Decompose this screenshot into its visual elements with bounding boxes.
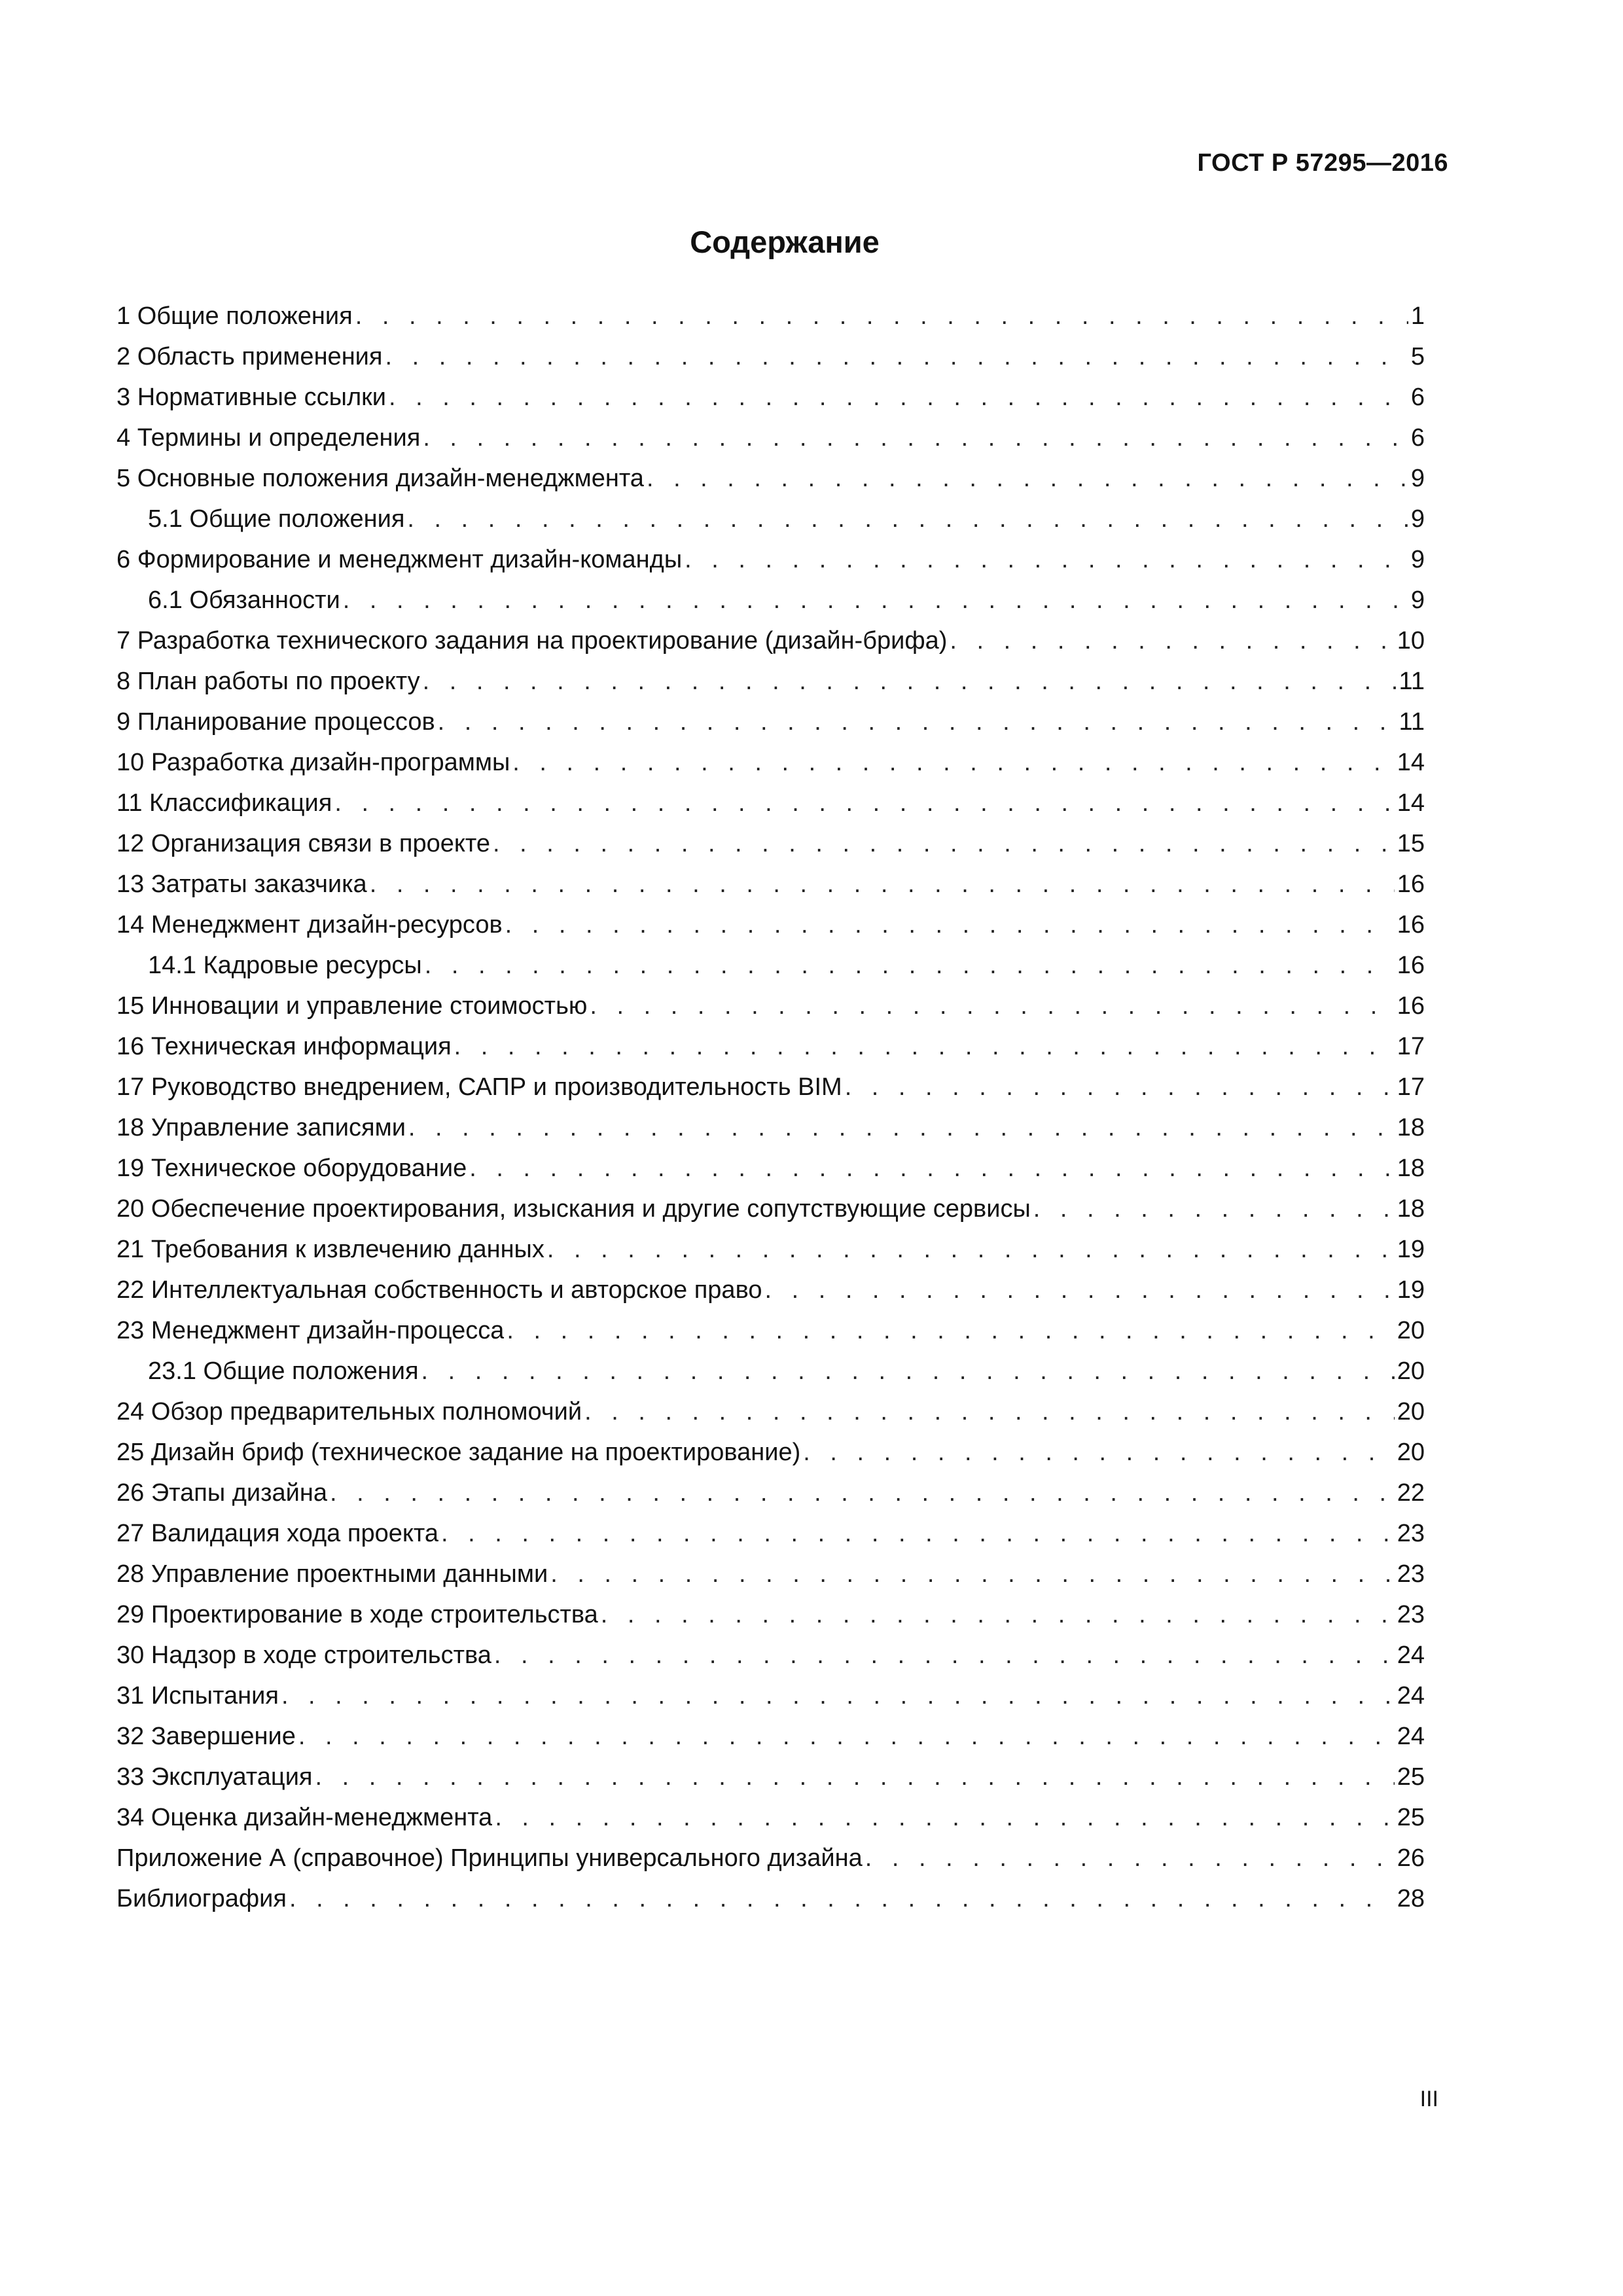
toc-entry[interactable] bbox=[116, 1148, 1425, 1189]
toc-entry-page: 23 bbox=[1397, 1601, 1425, 1628]
toc-entry-label: 1 Общие положения bbox=[116, 302, 353, 330]
toc-entry-page: 14 bbox=[1397, 789, 1425, 817]
toc-entry-page: 10 bbox=[1397, 627, 1425, 655]
toc-dot-leader bbox=[298, 1716, 1395, 1757]
toc-entry[interactable] bbox=[116, 418, 1425, 458]
toc-entry-label: 9 Планирование процессов bbox=[116, 708, 435, 736]
toc-dot-leader bbox=[505, 905, 1395, 945]
toc-entry[interactable] bbox=[116, 1797, 1425, 1838]
toc-dot-leader bbox=[950, 620, 1394, 661]
toc-entry-page: 6 bbox=[1410, 384, 1425, 411]
toc-title: Содержание bbox=[690, 224, 880, 259]
toc-entry-page: 6 bbox=[1410, 424, 1425, 452]
toc-entry-page: 1 bbox=[1410, 302, 1425, 330]
toc-dot-leader bbox=[865, 1838, 1395, 1878]
toc-entry[interactable] bbox=[116, 702, 1425, 742]
toc-entry-page: 9 bbox=[1410, 505, 1425, 533]
toc-entry-label: 5 Основные положения дизайн-менеджмента bbox=[116, 465, 644, 492]
toc-entry-label: 18 Управление записями bbox=[116, 1114, 406, 1141]
toc-entry-page: 24 bbox=[1397, 1723, 1425, 1750]
toc-dot-leader bbox=[584, 1391, 1395, 1432]
toc-entry[interactable] bbox=[116, 1107, 1425, 1148]
toc-entry-label: 20 Обеспечение проектирования, изыскания и другие сопутствующие сервисы bbox=[116, 1195, 1031, 1223]
toc-entry-label: 27 Валидация хода проекта bbox=[116, 1520, 439, 1547]
toc-dot-leader bbox=[469, 1148, 1394, 1189]
toc-entry[interactable] bbox=[116, 1432, 1425, 1473]
toc-dot-leader bbox=[495, 1797, 1394, 1838]
toc-entry-page: 24 bbox=[1397, 1682, 1425, 1710]
toc-entry[interactable] bbox=[116, 945, 1425, 986]
toc-entry[interactable] bbox=[116, 783, 1425, 823]
toc-entry-label: 7 Разработка технического задания на проектирование (дизайн-брифа) bbox=[116, 627, 948, 655]
toc-entry-label: 21 Требования к извлечению данных bbox=[116, 1236, 544, 1263]
toc-entry-label: 5.1 Общие положения bbox=[148, 505, 405, 533]
toc-entry-label: 12 Организация связи в проекте bbox=[116, 830, 491, 857]
toc-dot-leader bbox=[493, 823, 1395, 864]
toc-entry[interactable] bbox=[116, 1676, 1425, 1716]
toc-entry-page: 22 bbox=[1397, 1479, 1425, 1507]
toc-dot-leader bbox=[421, 1351, 1395, 1391]
toc-entry-page: 14 bbox=[1397, 749, 1425, 776]
toc-entry[interactable] bbox=[116, 458, 1425, 499]
toc-entry-label: 14 Менеджмент дизайн-ресурсов bbox=[116, 911, 503, 939]
toc-dot-leader bbox=[389, 377, 1408, 418]
toc-dot-leader bbox=[507, 1310, 1394, 1351]
toc-entry[interactable] bbox=[116, 864, 1425, 905]
toc-entry-page: 15 bbox=[1397, 830, 1425, 857]
toc-entry-label: 29 Проектирование в ходе строительства bbox=[116, 1601, 598, 1628]
toc-dot-leader bbox=[845, 1067, 1395, 1107]
toc-entry-label: 15 Инновации и управление стоимостью bbox=[116, 992, 588, 1020]
toc-dot-leader bbox=[764, 1270, 1394, 1310]
toc-entry-label: 32 Завершение bbox=[116, 1723, 296, 1750]
toc-entry[interactable] bbox=[116, 336, 1425, 377]
toc-entry[interactable] bbox=[116, 742, 1425, 783]
toc-entry-label: 30 Надзор в ходе строительства bbox=[116, 1641, 491, 1669]
toc-dot-leader bbox=[601, 1594, 1395, 1635]
toc-entry[interactable] bbox=[116, 661, 1425, 702]
toc-entry-label: 17 Руководство внедрением, САПР и производительность BIM bbox=[116, 1073, 842, 1101]
toc-entry-label: 23 Менеджмент дизайн-процесса bbox=[116, 1317, 505, 1344]
toc-dot-leader bbox=[438, 702, 1397, 742]
toc-entry-label: 23.1 Общие положения bbox=[148, 1357, 419, 1385]
toc-dot-leader bbox=[441, 1513, 1395, 1554]
toc-entry-label: 10 Разработка дизайн-программы bbox=[116, 749, 510, 776]
page-number: III bbox=[1419, 2087, 1438, 2111]
toc-dot-leader bbox=[550, 1554, 1395, 1594]
toc-entry-page: 20 bbox=[1397, 1439, 1425, 1466]
toc-dot-leader bbox=[685, 539, 1408, 580]
toc-entry-page: 17 bbox=[1397, 1073, 1425, 1101]
toc-entry-label: 24 Обзор предварительных полномочий bbox=[116, 1398, 582, 1426]
toc-entry-label: Приложение А (справочное) Принципы универсального дизайна bbox=[116, 1844, 863, 1872]
toc-entry-label: 28 Управление проектными данными bbox=[116, 1560, 548, 1588]
toc-dot-leader bbox=[343, 580, 1408, 620]
toc-entry[interactable] bbox=[116, 1189, 1425, 1229]
toc-entry[interactable] bbox=[116, 1473, 1425, 1513]
toc-entry[interactable] bbox=[116, 823, 1425, 864]
table-of-contents bbox=[116, 296, 1425, 1919]
toc-entry-label: 14.1 Кадровые ресурсы bbox=[148, 952, 422, 979]
toc-dot-leader bbox=[334, 783, 1394, 823]
toc-dot-leader bbox=[423, 661, 1397, 702]
toc-entry[interactable] bbox=[116, 539, 1425, 580]
toc-dot-leader bbox=[1033, 1189, 1395, 1229]
toc-dot-leader bbox=[407, 499, 1408, 539]
toc-entry-page: 17 bbox=[1397, 1033, 1425, 1060]
toc-entry-page: 19 bbox=[1397, 1236, 1425, 1263]
toc-entry[interactable] bbox=[116, 1878, 1425, 1919]
toc-entry-label: 6 Формирование и менеджмент дизайн-команды bbox=[116, 546, 683, 573]
toc-dot-leader bbox=[355, 296, 1408, 336]
toc-entry-page: 9 bbox=[1410, 546, 1425, 573]
toc-entry-label: 13 Затраты заказчика bbox=[116, 870, 367, 898]
toc-entry-page: 25 bbox=[1397, 1763, 1425, 1791]
toc-entry-page: 18 bbox=[1397, 1155, 1425, 1182]
toc-entry-page: 28 bbox=[1397, 1885, 1425, 1912]
toc-entry-page: 16 bbox=[1397, 952, 1425, 979]
toc-entry-page: 5 bbox=[1410, 343, 1425, 370]
toc-entry-page: 11 bbox=[1399, 708, 1425, 736]
toc-dot-leader bbox=[370, 864, 1395, 905]
toc-entry[interactable] bbox=[116, 1757, 1425, 1797]
toc-entry-page: 19 bbox=[1397, 1276, 1425, 1304]
toc-entry-page: 23 bbox=[1397, 1520, 1425, 1547]
toc-entry[interactable] bbox=[116, 1513, 1425, 1554]
toc-entry-label: 33 Эксплуатация bbox=[116, 1763, 313, 1791]
toc-entry[interactable] bbox=[116, 1716, 1425, 1757]
toc-dot-leader bbox=[330, 1473, 1395, 1513]
toc-dot-leader bbox=[590, 986, 1394, 1026]
toc-entry-page: 24 bbox=[1397, 1641, 1425, 1669]
toc-entry[interactable] bbox=[116, 580, 1425, 620]
toc-entry-label: 25 Дизайн бриф (техническое задание на проектирование) bbox=[116, 1439, 801, 1466]
toc-entry-label: 6.1 Обязанности bbox=[148, 586, 340, 614]
toc-dot-leader bbox=[425, 945, 1395, 986]
toc-dot-leader bbox=[385, 336, 1408, 377]
toc-entry[interactable] bbox=[116, 1635, 1425, 1676]
toc-entry[interactable] bbox=[116, 986, 1425, 1026]
toc-entry[interactable] bbox=[116, 1229, 1425, 1270]
toc-dot-leader bbox=[803, 1432, 1394, 1473]
toc-entry-label: 26 Этапы дизайна bbox=[116, 1479, 327, 1507]
toc-entry[interactable] bbox=[116, 1554, 1425, 1594]
toc-entry-page: 11 bbox=[1399, 668, 1425, 695]
toc-entry[interactable] bbox=[116, 1270, 1425, 1310]
toc-entry[interactable] bbox=[116, 620, 1425, 661]
toc-dot-leader bbox=[315, 1757, 1395, 1797]
toc-entry-page: 26 bbox=[1397, 1844, 1425, 1872]
toc-dot-leader bbox=[647, 458, 1408, 499]
toc-entry-page: 16 bbox=[1397, 870, 1425, 898]
toc-entry-label: 11 Классификация bbox=[116, 789, 332, 817]
toc-entry-label: 19 Техническое оборудование bbox=[116, 1155, 467, 1182]
toc-dot-leader bbox=[512, 742, 1394, 783]
toc-entry[interactable] bbox=[116, 905, 1425, 945]
toc-dot-leader bbox=[494, 1635, 1395, 1676]
toc-entry[interactable] bbox=[116, 1838, 1425, 1878]
toc-entry-page: 18 bbox=[1397, 1195, 1425, 1223]
toc-entry-label: 22 Интеллектуальная собственность и авторское право bbox=[116, 1276, 762, 1304]
toc-entry-page: 23 bbox=[1397, 1560, 1425, 1588]
toc-entry-page: 16 bbox=[1397, 911, 1425, 939]
toc-entry-page: 16 bbox=[1397, 992, 1425, 1020]
document-code: ГОСТ Р 57295—2016 bbox=[1197, 149, 1448, 177]
toc-entry-label: 4 Термины и определения bbox=[116, 424, 421, 452]
toc-entry-label: 31 Испытания bbox=[116, 1682, 279, 1710]
toc-dot-leader bbox=[289, 1878, 1395, 1919]
toc-entry-label: Библиография bbox=[116, 1885, 287, 1912]
toc-entry[interactable] bbox=[116, 1067, 1425, 1107]
toc-entry-label: 8 План работы по проекту bbox=[116, 668, 420, 695]
toc-entry-label: 34 Оценка дизайн-менеджмента bbox=[116, 1804, 493, 1831]
toc-entry[interactable] bbox=[116, 1594, 1425, 1635]
toc-dot-leader bbox=[408, 1107, 1395, 1148]
toc-dot-leader bbox=[547, 1229, 1395, 1270]
toc-entry-label: 16 Техническая информация bbox=[116, 1033, 452, 1060]
toc-entry-page: 20 bbox=[1397, 1357, 1425, 1385]
toc-dot-leader bbox=[281, 1676, 1395, 1716]
toc-entry-page: 20 bbox=[1397, 1398, 1425, 1426]
toc-entry[interactable] bbox=[116, 377, 1425, 418]
toc-entry-page: 9 bbox=[1410, 465, 1425, 492]
toc-dot-leader bbox=[454, 1026, 1395, 1067]
toc-entry[interactable] bbox=[116, 296, 1425, 336]
toc-entry-page: 18 bbox=[1397, 1114, 1425, 1141]
toc-entry-page: 25 bbox=[1397, 1804, 1425, 1831]
toc-entry-label: 2 Область применения bbox=[116, 343, 383, 370]
toc-entry[interactable] bbox=[116, 1026, 1425, 1067]
toc-entry-label: 3 Нормативные ссылки bbox=[116, 384, 386, 411]
toc-entry[interactable] bbox=[116, 499, 1425, 539]
toc-entry[interactable] bbox=[116, 1310, 1425, 1351]
toc-entry-page: 9 bbox=[1410, 586, 1425, 614]
toc-entry[interactable] bbox=[116, 1351, 1425, 1391]
toc-entry-page: 20 bbox=[1397, 1317, 1425, 1344]
toc-entry[interactable] bbox=[116, 1391, 1425, 1432]
toc-dot-leader bbox=[423, 418, 1408, 458]
